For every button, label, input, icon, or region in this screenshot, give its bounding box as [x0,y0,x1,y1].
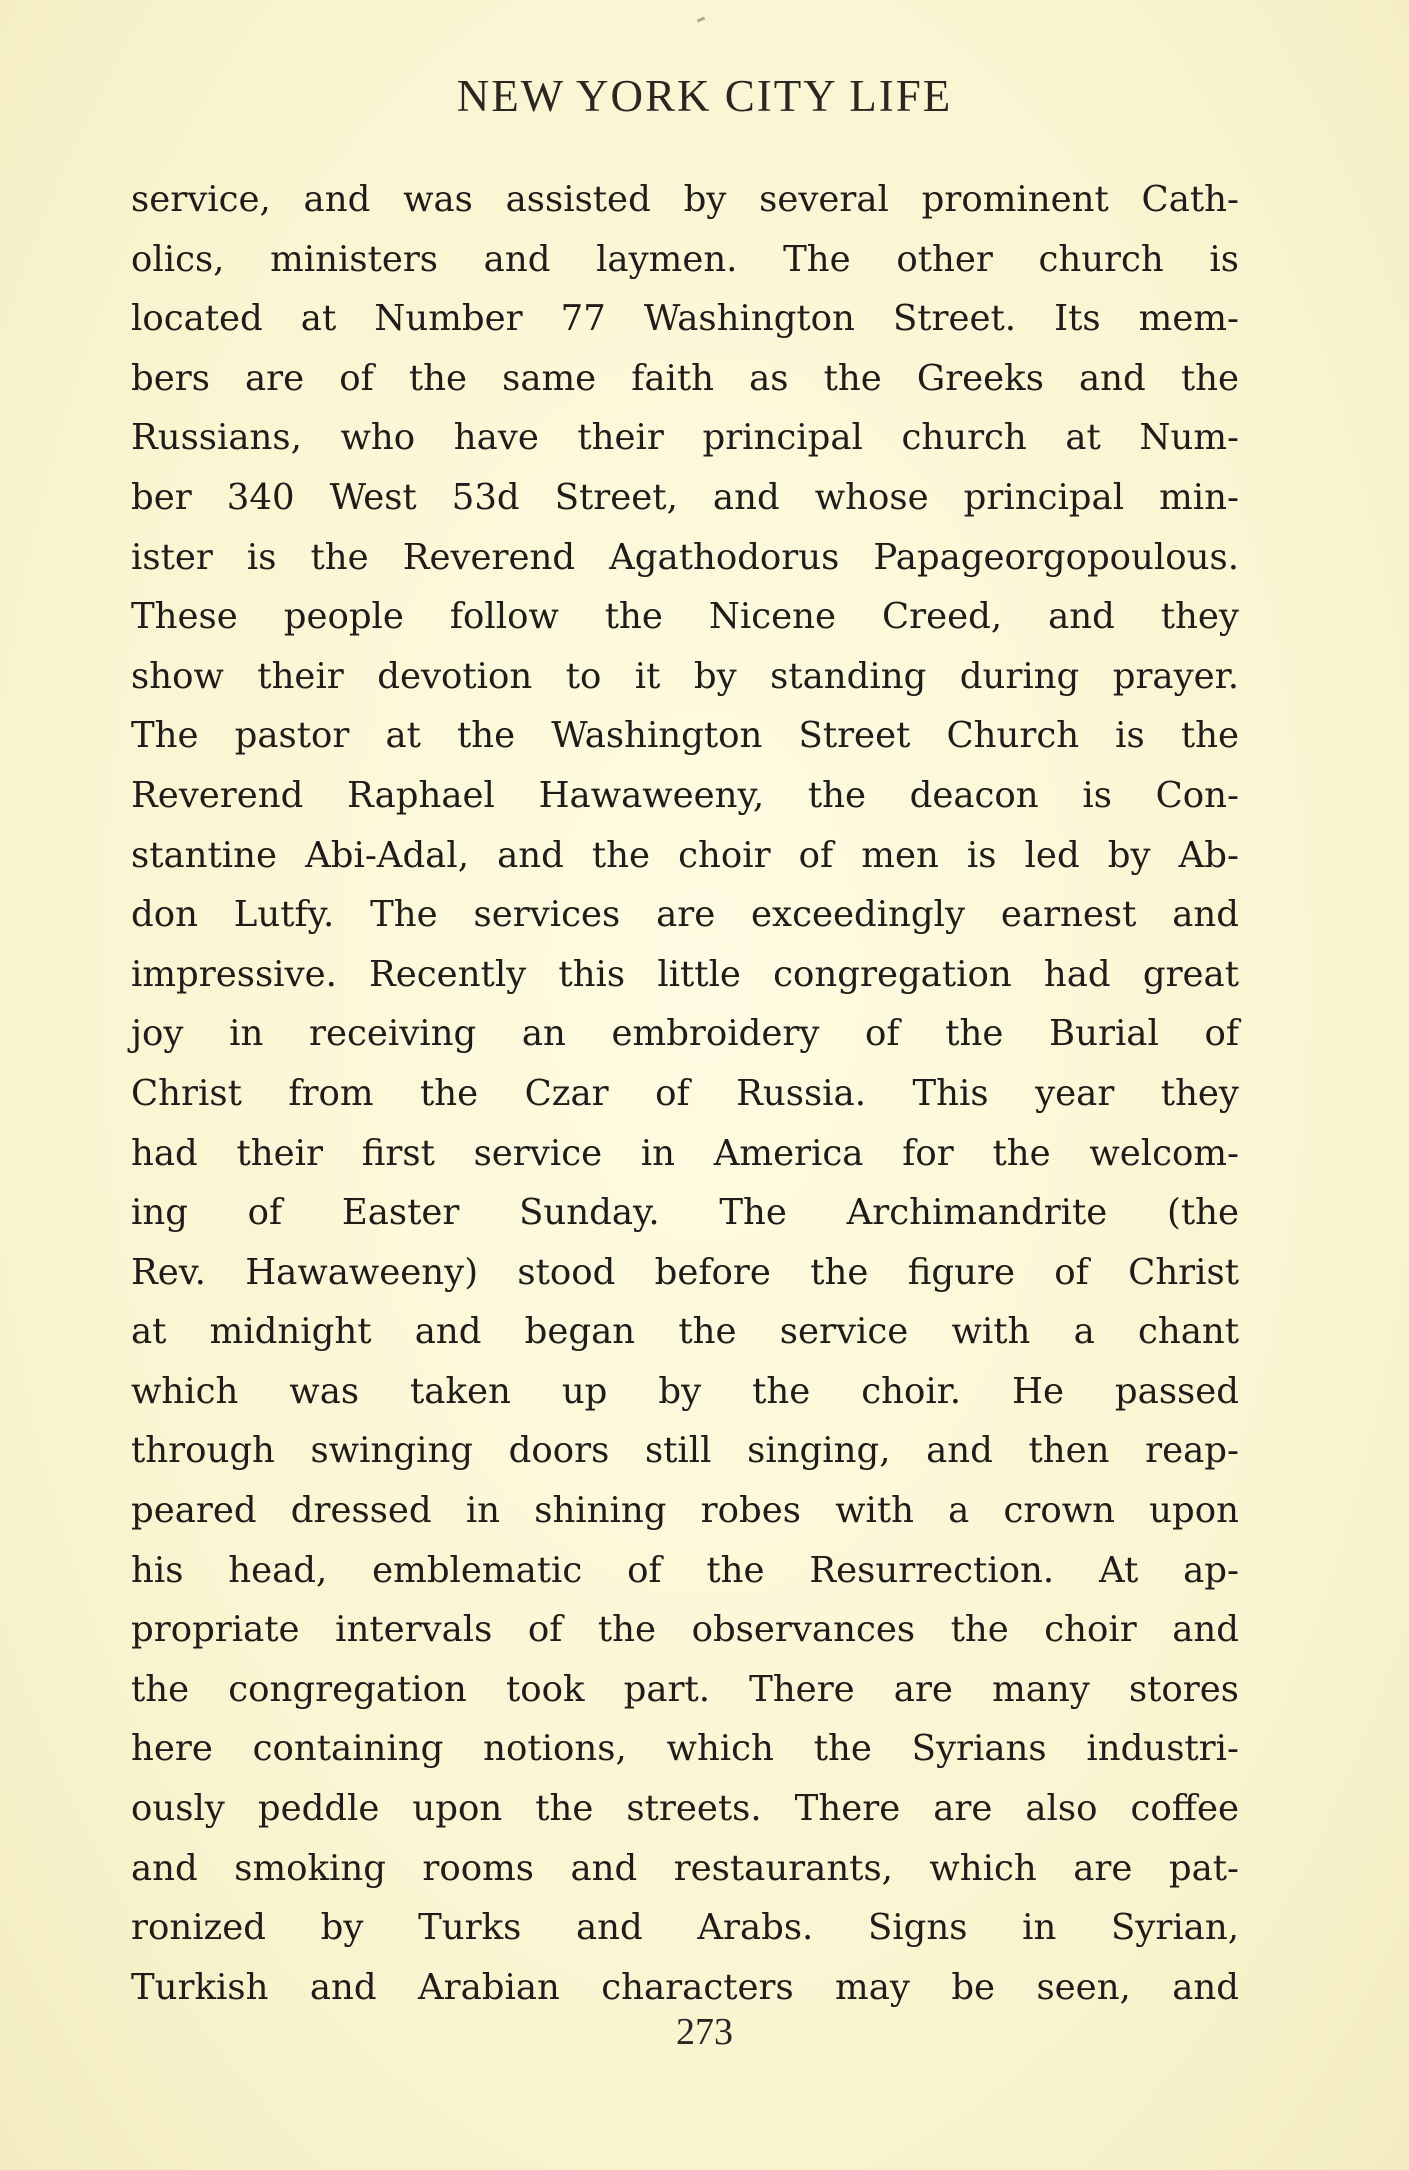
text-line: the congregation took part. There are many stores [131,1668,1239,1710]
text-line: joy in receiving an embroidery of the Burial of [131,1013,1239,1055]
text-line: ber 340 West 53d Street, and whose principal min- [131,476,1239,518]
body-text [131,170,1239,2017]
text-line: at midnight and began the service with a chant [131,1311,1239,1353]
text-line: impressive. Recently this little congregation had great [131,953,1239,995]
text-line: peared dressed in shining robes with a crown upon [131,1490,1239,1532]
text-line: show their devotion to it by standing during prayer. [131,655,1239,697]
text-line: his head, emblematic of the Resurrection. At ap- [131,1549,1239,1591]
text-line: ister is the Reverend Agathodorus Papageorgopoulous. [131,536,1239,578]
text-line: Christ from the Czar of Russia. This year they [131,1072,1239,1114]
text-line: olics, ministers and laymen. The other church is [131,238,1239,280]
page-number: 273 [676,2011,733,2053]
text-line: stantine Abi-Adal, and the choir of men is led by Ab- [131,834,1239,876]
text-line: The pastor at the Washington Street Church is the [131,715,1239,757]
text-line: Reverend Raphael Hawaweeny, the deacon is Con- [131,774,1239,816]
text-line: here containing notions, which the Syrians industri- [131,1728,1239,1770]
printer-mark [697,16,706,22]
text-line: had their first service in America for the welcom- [131,1132,1239,1174]
text-line: These people follow the Nicene Creed, and they [131,596,1239,638]
text-line: ronized by Turks and Arabs. Signs in Syrian, [131,1907,1239,1949]
text-line: don Lutfy. The services are exceedingly earnest and [131,894,1239,936]
text-line: and smoking rooms and restaurants, which are pat- [131,1847,1239,1889]
text-line: ing of Easter Sunday. The Archimandrite (the [131,1192,1239,1234]
text-line: located at Number 77 Washington Street. Its mem- [131,298,1239,340]
text-line: service, and was assisted by several prominent Cath- [131,179,1239,220]
text-line: Turkish and Arabian characters may be seen, and [131,1966,1239,2008]
text-line: ously peddle upon the streets. There are also coffee [131,1788,1239,1830]
text-line: Rev. Hawaweeny) stood before the figure of Christ [131,1251,1239,1293]
text-line: bers are of the same faith as the Greeks and the [131,357,1239,399]
text-line: which was taken up by the choir. He passed [131,1370,1239,1412]
running-head: NEW YORK CITY LIFE [456,71,953,121]
text-line: Russians, who have their principal church at Num- [131,417,1239,459]
text-line: propriate intervals of the observances the choir and [131,1609,1239,1651]
text-line: through swinging doors still singing, and then reap- [131,1430,1239,1472]
